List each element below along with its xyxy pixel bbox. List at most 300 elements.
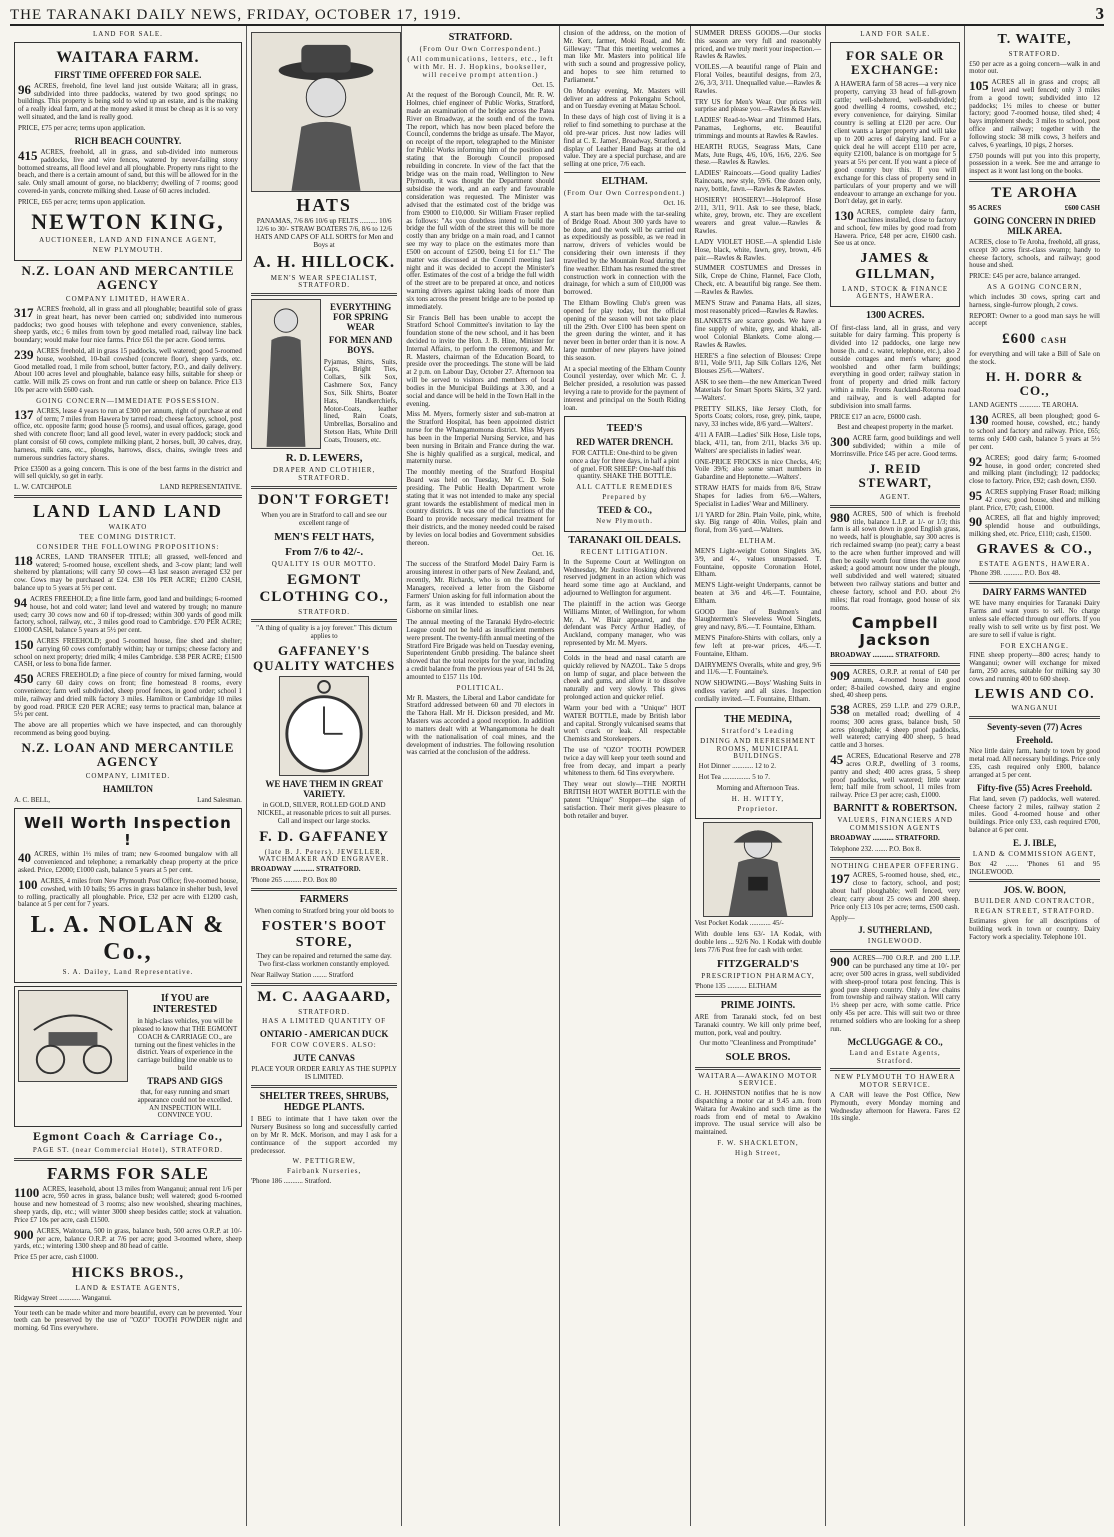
classified-ad: LADIES' Raincoats.—Good quality Ladies' Raincoats, new style, 59/6. One dozen only, navy, bottle, fawn.—Rawles & Rawles. xyxy=(694,169,822,193)
advertiser-subtitle: ESTATE AGENTS, HAWERA. xyxy=(979,559,1091,568)
ad-text: When coming to Stratford bring your old boots to xyxy=(254,907,394,916)
te-aroha-terms xyxy=(969,205,1100,213)
listing xyxy=(14,596,242,635)
ad-subheading: FIRST TIME OFFERED FOR SALE. xyxy=(54,69,202,80)
news-paragraph: In these days of high cost of living it is a relief to find something to purchase at the old pre-war prices. Just now ladies will find at C. E. James', Broadway, Stratford, a display of Leather Hand Bags at the old value. They are a special purchase, and are selling at one price, 7/6 each. xyxy=(563,113,686,169)
listing xyxy=(14,638,242,669)
listing-acreage: 239 xyxy=(14,347,34,362)
advertiser-name: F. D. GAFFANEY xyxy=(259,828,390,845)
classified-ad: BLANKETS are scarce goods. We have a fine supply of white, grey, and khaki, all-wool Colonial Blankets. Come along.—Rawles & Rawles. xyxy=(694,317,822,349)
listing xyxy=(14,306,242,345)
ad-text: Hot Tea ................ 5 to 7. xyxy=(698,773,770,782)
ad-text: A CAR will leave the Post Office, New Plymouth, every Monday morning and Wednesday afternoon for Hawera. Fares £2 10s single. xyxy=(830,1090,961,1123)
news-date: Oct. 16. xyxy=(532,549,555,558)
advertiser-name: L. A. NOLAN & Co., xyxy=(30,912,226,966)
advertiser-name: HICKS BROS., xyxy=(71,1265,185,1282)
listing xyxy=(969,413,1100,452)
ad-text: "A thing of quality is a joy forever." This dictum applies to xyxy=(256,624,393,641)
listing-acreage: 130 xyxy=(969,411,989,427)
listing-text: Of first-class land, all in grass, and very suitable for dairy farming. This property is divided into 12 paddocks, one large new house (h. and c. water, telephone, etc.), also 2 outside cottages and men's whare; good woolshed and other farm buildings; everything in good order; railway station in front of property and dried milk factory within a mile. Fronts Auckland-Rotorua road and railway, and is well adapted for subdivision into small farms. xyxy=(830,323,961,410)
ozo-tooth-powder-notice: Your teeth can be made whiter and more beautiful, every can be prevented. Your teeth can be preserved by the use of "OZO" TOOTH POWDER night and morning. 6d Tins everywhere. xyxy=(14,1308,242,1333)
advertiser-address: BROADWAY ............ STRATFORD. xyxy=(250,865,361,874)
advertiser-subtitle: STRATFORD. xyxy=(298,1007,351,1016)
listing-text: ACRE farm, good buildings and well subdivided; within a mile of Morrinsville. Price £45 per acre. Good terms. xyxy=(830,434,961,458)
medina-ad xyxy=(695,707,822,820)
listing-text: ACRES, all been ploughed; good 6-roomed house, cowshed, etc.; handy to school and factory and railway. Price, £65; terms only £400 cash, balance 5 years at 5½ per cent. xyxy=(969,411,1100,451)
news-paragraph: At a special meeting of the Eltham County Council yesterday, over which Mr. C. J. Belcher presided, a resolution was passed levying a rate to provide for the payment of interest and principal on the South Riding loan. xyxy=(563,364,686,412)
pocket-watch-image xyxy=(280,677,368,775)
listing xyxy=(830,435,960,458)
news-paragraph: Mr R. Masters, the Liberal and Labor candidate for Stratford addressed between 60 and 70 electors in the Tahora Hall. Mr H. Dickson presided, and Mr. Masters was accorded a good reception. In addition to matters dealt with at Whangamomona he dealt with the nationalisation of coal mines, and the development of industries. The following resolution was carried at the conclusion of the address. xyxy=(406,693,555,757)
listing-acreage: 300 xyxy=(830,434,850,450)
ad-heading: WAITARA—AWAKINO MOTOR SERVICE. xyxy=(698,1071,818,1088)
listing xyxy=(14,408,242,463)
listing xyxy=(18,851,238,874)
news-byline: (From Our Own Correspondent.) xyxy=(419,45,542,54)
ad-text: in GOLD, SILVER, ROLLED GOLD AND NICKEL, at reasonable prices to suit all purses. Call and inspect our large stocks. xyxy=(257,801,391,826)
listing xyxy=(830,753,960,800)
listing xyxy=(14,1228,242,1251)
classified-ad: LADIES' Read-to-Wear and Trimmed Hats, Panamas, Leghorns, etc. Beautiful trimmings and mounts at Rawles & Rawles. xyxy=(694,116,822,140)
ad-heading: WAITARA FARM. xyxy=(56,48,200,66)
ad-subheading: MEN'S FELT HATS, xyxy=(274,530,374,543)
listing xyxy=(969,489,1100,512)
classified-ad: MEN'S Light-weight Cotton Singlets 3/6, 3/9, and 4/-, values unsurpassed. T. Fountaine, opposite Coronation Hotel, Eltham. xyxy=(694,546,822,579)
page-number: 3 xyxy=(1095,4,1104,23)
news-paragraph: The Eltham Bowling Club's green was opened for play today, but the official opening of the season will not take place till the 29th. Over £100 has been spent on the green during the winter, and it has never been in better order than it is now. A large number of new players have joined this season. xyxy=(563,299,686,362)
listing-price: PRICE: £45 per acre, balance arranged. xyxy=(969,272,1081,281)
column-eltham-news xyxy=(560,26,691,1526)
ad-subheading: GOING CONCERN—IMMEDIATE POSSESSION. xyxy=(36,396,220,405)
nolan-ad xyxy=(14,808,242,983)
listing-acreage: 980 xyxy=(830,509,850,525)
cash-offer xyxy=(969,331,1100,348)
listing-text: ACRES, O.R.P. at rental of £40 per annum, 4-roomed house in good order; 8-bailed cowshed, dairy and engine shed, 40 sheep pens. xyxy=(830,667,961,700)
listing-acreage: 900 xyxy=(14,1226,34,1242)
advertiser-phone: 'Phone 265 .......... P.O. Box 80 xyxy=(250,876,337,885)
listing-text: ACRES freehold, all in grass and all ploughable; beautiful sole of grass in great heart, has never been carried on; subdivided into numerous paddocks; two good houses with telephone and every convenience, stables, sheep yards, etc.; 6 miles from town by good metalled road, railway line back boundary; would make four nice farms. Price £61 the per acre. Good terms. xyxy=(14,304,242,345)
listing-acreage: 118 xyxy=(14,552,33,568)
listing-text: ACRES, 4 miles from New Plymouth Post Office; five-roomed house, cowshed, with 10 bails; 95 acres in grass balance in shelter bush, level to rolling, practically all ploughable. Price, £32 per acre with £1200 cash, balance at 5 per cent for 7 years. xyxy=(18,876,238,909)
advertiser-subtitle: LAND & ESTATE AGENTS, xyxy=(75,1283,181,1292)
advertiser-address: High Street, xyxy=(735,1148,781,1157)
listing-acreage: 96 xyxy=(18,81,31,97)
advertiser-place: NEW PLYMOUTH. xyxy=(92,246,164,255)
cash-amount: £600 CASH xyxy=(1064,203,1100,212)
advertiser-subtitle: S. A. Dailey, Land Representative. xyxy=(62,967,194,976)
listing-text: Flat land, seven (7) paddocks, well watered. Cheese factory 2 miles, railway station 2 miles. Good 4-roomed house and other buildings. Price only £33, cash required £700, balance at 6 per cent. xyxy=(969,794,1100,834)
listing-text: ACRES, Waitotara, 500 in grass, balance bush, 500 acres O.R.P. at 10/- per acre, balance O.R.P. at 7/6 per acre; good 3-roomed where, sheep yards, etc.; wintering 1300 sheep and 80 head of cattle. xyxy=(14,1226,242,1251)
classified-ad: ONE-PRICE FROCKS in nice Checks, 4/6; Voile 39/6; also some smart numbers in Gabardine and Heptonette.—Walters'. xyxy=(694,457,822,482)
signature-line xyxy=(14,797,242,805)
column-drapery-ads xyxy=(691,26,827,1526)
advertiser-subtitle: COMPANY LIMITED, HAWERA. xyxy=(65,295,190,304)
news-paragraph: The success of the Stratford Model Dairy Farm is arousing interest in other parts of New Zealand, and, recently, Mr. Richards, who is on the Board of Managers, received a letter from the Gisborne Farmers' Union asking for full information about the farm, as it was intended to establish one near Gisborne on similar lines. xyxy=(406,560,555,616)
classified-ad: LADY VIOLET HOSE.—A splendid Lisle Hose, black, white, fawn, grey, brown, 4/6 pair.—Rawles & Rawles. xyxy=(694,237,822,262)
ad-text: REPORT: Owner to a good man says he will accept xyxy=(969,311,1100,328)
listing-acreage: 900 xyxy=(830,954,850,970)
advertiser-name: Egmont Coach & Carriage Co., xyxy=(32,1129,223,1144)
advertiser-place: WANGANUI xyxy=(1011,704,1058,713)
carriage-illustration xyxy=(18,990,128,1082)
classified-ad: VOILES.—A beautiful range of Plain and Floral Voiles, beautiful designs, from 2/3, 2/6, 3/3, 3/11. Unequalled value.—Rawles & Rawles. xyxy=(694,63,822,95)
listing-text: ACRES all in grass and crops; all level and well fenced; only 3 miles from a good town; subdivided into 12 paddocks; 1½ miles to cheese or butter factory; good 7-roomed house, tiled shed; 4 bays implement sheds; 3 miles to school, post office and railway; together with the following stock: 38 milk cows, 3 heifers and calves, 6 yearlings, 10 pigs, 2 horses. xyxy=(969,78,1100,149)
ad-subheading: RED WATER DRENCH. xyxy=(576,436,674,447)
ad-text: Pyjamas, Shirts, Suits, Caps, Bright Ties, Collars, Silk Sox, Cashmere Sox, Fancy Sox, Silk Shirts, Boater Hats, Handkerchiefs, Motor-Coats, leather lined, Rain Coats, Umbrellas, Borsalino and Stetson Hats, White Drill Coats, Trousers, etc. xyxy=(323,357,398,444)
listing-acreage: 197 xyxy=(830,871,850,887)
masthead xyxy=(10,4,1104,26)
ad-heading: TE AROHA xyxy=(991,185,1078,202)
listing-acreage: 909 xyxy=(830,667,850,683)
ad-subheading: Stratford's Leading xyxy=(721,726,795,735)
ad-subheading: DINING AND REFRESHMENT ROOMS, MUNICIPAL BUILDINGS. xyxy=(700,736,816,761)
ad-text: Estimates given for all descriptions of building work in town or country. Dairy Factory work a speciality. Telephone 101. xyxy=(969,917,1100,941)
classified-ad: 4/11 A FAIR—Ladies' Silk Hose, Lisle tops, black, 4/11, tan, from 2/11, blacks 3/6 up. Walters' are specialists in ladies' wear. xyxy=(694,431,822,455)
ad-subheading: TRAPS AND GIGS xyxy=(147,1075,223,1086)
cash-amount: £600 xyxy=(1002,331,1037,348)
listing-acreage: 415 xyxy=(18,147,38,163)
ad-subheading: WAIKATO xyxy=(108,523,148,532)
news-date: Oct. 15. xyxy=(532,80,555,89)
advertiser-subtitle: AUCTIONEER, LAND AND FINANCE AGENT, xyxy=(39,236,217,245)
listing xyxy=(830,669,960,700)
listing xyxy=(18,878,238,909)
ad-text: FOR COW COVERS. ALSO: xyxy=(271,1041,377,1050)
news-paragraph: On Monday evening, Mr. Masters will deliver an address at Pokengahu School, and on Tuesday evening at Matau School. xyxy=(563,86,686,111)
advertiser-name: SOLE BROS. xyxy=(725,1051,791,1064)
ad-heading: GAFFANEY'S QUALITY WATCHES xyxy=(252,643,396,673)
ad-subheading: ONTARIO - AMERICAN DUCK xyxy=(259,1029,389,1040)
advertiser-subtitle: Fairbank Nurseries, xyxy=(287,1167,362,1176)
listing xyxy=(830,511,960,613)
listing-acreage: 450 xyxy=(14,671,34,687)
egmont-coach-ad xyxy=(14,986,242,1128)
listing-text: ACRES freehold, all in grass 15 paddocks, well watered; good 5-roomed house, woolshed, 10-bail cowshed (concrete floor), sheep yards, etc. Good metalled road, 1 mile from school, butter factory, P.O., and daily delivery. About 100 acres level and ploughable, balance easy hills, suitable for sheep or cattle. Will milk 25 cows on front and run cattle or sheep on balance. Price £13 10s per acre with £600 cash. xyxy=(14,347,242,395)
advertiser-place: STRATFORD. xyxy=(1008,49,1061,58)
advertiser-name: TEED & CO., xyxy=(597,504,652,515)
listing-acreage: 100 xyxy=(18,876,38,892)
waitara-farm-ad xyxy=(14,42,242,261)
ad-text: FOR CATTLE: One-third to be given once a day for three days, in half a pint of gruel. FOR SHEEP: One-half this quantity. SHAKE THE BOTTLE. xyxy=(569,448,680,481)
classified-ad: HERE'S a fine selection of Blouses: Crepe 8/11, Voile 9/11, Jap Silk Collars 12/6, Net Blouses 25/6.—Walters'. xyxy=(694,351,822,376)
ad-subheading: ALL CATTLE REMEDIES xyxy=(576,483,674,492)
listing-text: ACRES; good dairy farm; 6-roomed house, in good order; concreted shed and milking plant (including); 12 paddocks; close to factory. Price, £92; cash down, £350. xyxy=(969,453,1100,486)
listing xyxy=(830,872,960,911)
listing-text: Nice little dairy farm, handy to town by good metal road. All necessary buildings. Price only £35, cash required only £800, balance arranged at 5 per cent. xyxy=(969,747,1100,779)
advertiser-name: NEWTON KING, xyxy=(31,208,225,234)
listing xyxy=(830,703,960,750)
ad-text: Prepared by xyxy=(602,493,647,502)
ad-heading: Seventy-seven (77) Acres xyxy=(987,722,1082,733)
classified-ad: MEN'S Pinafore-Shirts with collars, only a few left at pre-war prices, 4/6.—T. Fountaine, Eltham. xyxy=(694,634,822,658)
ad-subheading: FOR MEN AND BOYS. xyxy=(328,335,393,356)
classified-ad: STRAW HATS for maids from 8/6, Straw Shapes for ladies from 6/6.—Walters, Specialist in Ladies' Wear and Millinery. xyxy=(694,484,822,508)
listing-text: ACRES, all flat and highly improved; splendid house and outbuildings, milking shed, etc. Price, £110; cash, £1500. xyxy=(969,514,1100,539)
advertiser-subtitle: LAND & COMMISSION AGENT, xyxy=(972,849,1097,858)
advertiser-name: FOSTER'S BOOT STORE, xyxy=(261,918,387,950)
listing-acreage: 105 xyxy=(969,78,989,94)
listing-text: ACRES, complete dairy farm, machines installed, close to factory and school, few miles by good road from Hawera. Price, £48 per acre, £1600 cash. See us at once. xyxy=(834,208,957,248)
ad-text: Apply— xyxy=(830,913,855,922)
news-paragraph: Miss M. Myers, formerly sister and sub-matron at the Stratford Hospital, has been appointed district nurse for the Whangamomona district. Miss Myers has been in the Imperial Nursing Service, and has been nursing in Britain and France during the war. She is highly qualified as a surgical, medical, and maternity nurse. xyxy=(406,410,555,466)
news-paragraph: In the Supreme Court at Wellington on Wednesday, Mr Justice Hosking delivered reserved judgment in an action which was heard some time ago at Auckland, and adjourned to Wellington for argument. xyxy=(563,557,686,598)
recommendation: The above are all properties which we have inspected, and can thoroughly recommend as being good buying. xyxy=(14,721,242,738)
news-paragraph: clusion of the address, on the motion of Mr. Kerr, farmer, Moki Road, and Mr. Gilleway: "That this meeting welcomes a man like Mr. Masters into political life with such a sound and progressive policy, and hopes to see him returned to Parliament." xyxy=(563,29,686,84)
teeds-drench-ad xyxy=(564,416,686,532)
ad-text: £750 pounds will put you into this property, possession in a week. See me and arrange to inspect as it wont last long on the books. xyxy=(969,151,1100,176)
listing-price: PRICE £17 an acre, £6000 cash. xyxy=(830,412,921,421)
ad-motto: QUALITY IS OUR MOTTO. xyxy=(271,560,377,569)
agent-title: Land Salesman. xyxy=(197,795,242,804)
news-heading: TARANAKI OIL DEALS. xyxy=(568,534,681,546)
classified-ad: ASK to see them—the new American Tweed Materials for Smart Sports Skirts, 3/2 yard.—Walters'. xyxy=(694,378,822,402)
listing-acreage: 317 xyxy=(14,304,34,320)
ad-text: Best and cheapest property in the market. xyxy=(837,423,954,432)
listing-text: ACRES supplying Fraser Road; milking 42 cows; good house, shed and milking plant. Price, £70; cash, £1000. xyxy=(969,487,1100,512)
classified-ad: SUMMER DRESS GOODS.—Our stocks this season are very full and reasonably priced, and we truly merit your inspection.—Rawles & Rawles. xyxy=(694,29,822,61)
listing-text: ACRES FREEHOLD; a fine piece of country for mixed farming, would carry 60 dairy cows on front; fine homestead 8 rooms, every convenience; farm well subdivided, sheep proof fences, in good order; school 1 mile, railway and dried milk factory 3 miles. Hamilton or Cambridge 10 miles by good road. PRICE £20 PER ACRE; easy terms to practical man, balance at 5½ per cent. xyxy=(14,671,242,719)
listing-acreage: 137 xyxy=(14,406,34,422)
ad-subheading: JUTE CANVAS xyxy=(293,1053,355,1064)
ad-heading: DON'T FORGET! xyxy=(257,492,391,509)
classified-ad: MEN'S Light-weight Underpants, cannot be beaten at 3/6 and 4/6.—T. Fountaine, Eltham. xyxy=(694,581,822,605)
column-shop-ads xyxy=(247,26,402,1526)
ad-subheading: CONSIDER THE FOLLOWING PROPOSITIONS: xyxy=(36,542,220,551)
listing-price: PRICE, £65 per acre; terms upon application. xyxy=(18,197,146,206)
ad-subheading: RICH BEACH COUNTRY. xyxy=(74,135,182,146)
advertiser-name: R. D. LEWERS, xyxy=(285,452,363,465)
advertiser-place: HAMILTON xyxy=(102,783,153,794)
ad-heading: TEED'S xyxy=(606,422,643,434)
ad-heading: Well Worth Inspection ! xyxy=(24,813,232,849)
column-land-ads-right xyxy=(965,26,1104,1526)
advertiser-name: T. WAITE, xyxy=(997,32,1072,47)
advertiser-subtitle: COMPANY, LIMITED. xyxy=(85,772,171,781)
advertiser-address: Ridgway Street ............ Wanganui. xyxy=(14,1293,112,1302)
advertiser-name: BARNITT & ROBERTSON. xyxy=(833,803,957,815)
ad-heading: N.Z. LOAN AND MERCANTILE AGENCY xyxy=(21,739,235,770)
ad-text: in high-class vehicles, you will be pleased to know that THE EGMONT COACH & CARRIAGE CO., are turning out the finest vehicles in the district. Years of experience in the carriage building line enable us to build xyxy=(132,1017,238,1073)
listing-acreage: 1100 xyxy=(14,1184,40,1200)
ad-subheading: Freehold. xyxy=(1016,735,1053,746)
advertiser-name: JAMES & GILLMAN, xyxy=(855,251,936,282)
classified-ad: MEN'S Straw and Panama Hats, all sizes, most reasonably priced—Rawles & Rawles. xyxy=(694,298,822,315)
advertiser-name: JOS. W. BOON, xyxy=(1003,885,1066,896)
classified-ad: PRETTY SILKS, like Jersey Cloth, for Sports Coats; colors, rose, grey, pink, taupe, navy, 33 inches wide, 8/6 yard.—Walters'. xyxy=(694,404,822,429)
advertiser-name: F. W. SHACKLETON, xyxy=(717,1139,799,1148)
ad-text: Hot Dinner ............ 12 to 2. xyxy=(698,762,777,771)
section-label: LAND FOR SALE. xyxy=(93,30,163,38)
ad-text: HAS A LIMITED QUANTITY OF xyxy=(262,1017,387,1026)
ad-text: C. H. JOHNSTON notifies that he is now dispatching a motor car at 9.45 a.m. from Waitara for Awakino and such time as the roads from end of metal to Awakino improve. The usual service will also be maintained. xyxy=(694,1089,822,1137)
advertiser-name: EGMONT CLOTHING CO., xyxy=(259,572,389,605)
advertiser-phone: Telephone 232. ....... P.O. Box 8. xyxy=(830,844,922,853)
advertiser-subtitle: MEN'S WEAR SPECIALIST, STRATFORD. xyxy=(270,273,378,290)
listing-text: ACRES, within 1½ miles of tram; new 6-roomed bungalow with all convenienced and telephone; a remarkably cheap property at the price asked. Price, £2000; £1000 cash, balance 5 years at 5 per cent. xyxy=(18,850,238,875)
woman-with-camera-illustration xyxy=(703,822,813,917)
listing-acreage: 130 xyxy=(834,208,854,224)
listing-price: Price £5 per acre, cash £1000. xyxy=(14,1253,99,1262)
ad-heading: FOR SALE OR EXCHANGE: xyxy=(845,47,945,78)
news-heading: STRATFORD. xyxy=(448,32,513,43)
advertiser-phone: 'Phone 135 ........... ELTHAM xyxy=(694,981,777,990)
advertiser-subtitle: PAGE ST. (near Commercial Hotel), STRATFORD. xyxy=(32,1145,224,1154)
column-land-ads-left xyxy=(10,26,247,1526)
news-paragraph: The monthly meeting of the Stratford Hospital Board was held on Tuesday, Mr C. D. Sole presiding. The Public Health Department wrote stating that it was not intended to make any special grant towards the establishment of medical men in country districts. It was one of the functions of the Board to provide necessary medical treatment for their districts, and the money needed could be raised by levies on local bodies and Government subsidies thereon. xyxy=(406,468,555,547)
advertiser-name: FITZGERALD'S xyxy=(716,957,799,970)
ad-text: ARE from Taranaki stock, fed on best Taranaki country. We kill only prime beef, mutton, pork, veal and poultry. xyxy=(694,1012,822,1037)
listing-acreage: 90 xyxy=(969,514,983,530)
ad-heading: 1300 ACRES. xyxy=(865,310,925,322)
advertiser-subtitle: (late B. J. Peters). JEWELLER, WATCHMAKER AND ENGRAVER. xyxy=(258,847,390,864)
advertiser-place: INGLEWOOD. xyxy=(867,937,923,946)
acreage: 95 ACRES xyxy=(969,203,1002,212)
listing xyxy=(14,348,242,395)
news-paragraph: A start has been made with the tar-sealing of Bridge Road. About 300 yards have to be done, and the work will be carried out as expeditiously as possible, as we read in narrow, drivers of vehicles would be considering their own interests if they travelled by the Mountain Road during the fine weather. Eltham has resumed the street construction work in connection with the drainage, for which a sum of £10,000 was borrowed. xyxy=(563,209,686,297)
ad-text: which includes 30 cows, spring cart and harness, single-furrow plough, 2 cows. xyxy=(969,292,1100,309)
news-byline: (From Our Own Correspondent.) xyxy=(563,189,686,198)
ad-text: Morning and Afternoon Teas. xyxy=(716,783,800,792)
ad-text: Vest Pocket Kodak ............ 45/- xyxy=(694,919,784,928)
nazol-notice: Colds in the head and nasal catarrh are quickly relieved by NAZOL. Take 5 drops on lump of sugar, and place between the cheek and gums, and allow it to dissolve naturally and very slowly. This gives prolonged action and quicker relief. xyxy=(563,653,686,702)
listing xyxy=(18,83,238,122)
listing-text: ACRES FREEHOLD; a fine little farm, good land and buildings; 6-roomed house, hot and cold water; land level and watered by trough; no manure used; carry 30 cows now and 60 if top-dressed; within 300 yards of good milk factory, school, railway, etc., 3 miles good road to Cambridge. £70 PER ACRE; £1000 CASH, balance 5 years at 5½ per cent. xyxy=(14,594,242,635)
classified-ad: SUMMER COSTUMES and Dresses in Silk, Crepe de Chine, Flannel, Face Cloth, Check, etc. A beautiful big range. See them.—Rawles & Rawles. xyxy=(694,264,822,296)
ad-heading: NEW PLYMOUTH TO HAWERA MOTOR SERVICE. xyxy=(834,1073,956,1090)
classified-ad: DAIRYMEN'S Overalls, white and grey, 9/6 and 11/6.—T. Fountaine's. xyxy=(694,660,822,677)
ad-heading: HATS xyxy=(296,195,352,215)
man-in-hat-illustration xyxy=(251,32,401,192)
ad-heading: N.Z. LOAN AND MERCANTILE AGENCY xyxy=(21,262,235,293)
classified-ad: 1/1 YARD for 28in. Plain Voile, pink, white, sky. Big range of 40in. Voiles, plain and floral, from 3/6 yard.—Walters. xyxy=(694,510,822,535)
listing-text: ACRES, lease 4 years to run at £300 per annum, right of purchase at end of term; 7 miles from Hawera by tarred road; cheese factory, school, post office, etc. opposite farm; good house (5 rooms), and usual offices, garage, good shed with concrete floor; land all good level, water in every paddock; stock and plant consist of 60 cows, complete milking plant, 2 horses, bull, 30 calves, dray, harness, milk cans, etc., ploughs, harrows, discs, chains, swingle trees and numerous sundries factory shares. xyxy=(14,406,242,462)
ad-subheading: TEE COMING DISTRICT. xyxy=(79,533,177,542)
advertiser-place: New Plymouth. xyxy=(596,516,654,525)
ad-text: Our motto "Cleanliness and Promptitude" xyxy=(699,1039,817,1048)
advertiser-subtitle: STRATFORD. xyxy=(298,607,351,616)
ad-heading: SHELTER TREES, SHRUBS, HEDGE PLANTS. xyxy=(259,1090,389,1114)
advertiser-phone: Box 42 ....... 'Phones 61 and 95 INGLEWOOD. xyxy=(969,859,1100,876)
listing-text: ACRES, freehold, all in grass, and sub-divided into numerous paddocks, live and wire fences, watered by never-failing stony bottomed streams, all flood level and all ploughable. Property runs right to the beach, and there is a certain amount of sand, but this will be allowed for in the sale. Only small amount of gorse, no blackberry; dwelling of 7 rooms; good covered-in yards, concrete milking shed. Lease of 60 acres included. xyxy=(18,147,238,195)
listing xyxy=(14,554,242,593)
listing xyxy=(18,149,238,196)
news-paragraph: Sir Francis Bell has been unable to accept the Stratford School Committee's invitation to lay the foundation stone of the new school, and it has been decided to invite the Hon. J. B. Hine, Minister for Internal Affairs, to perform the ceremony, and Mr. R. Masters, chairman of the Education Board, to preside over the proceedings. The stone will be laid at 2 p.m. on Labour Day, October 27. Afternoon tea will be served to visitors and members of local bodies in the Municipal Buildings at 3.30, and a social and dance will be held in the Town Hall in the evening. xyxy=(406,313,555,408)
ad-heading: DAIRY FARMS WANTED xyxy=(982,587,1087,598)
advertiser-name: McCLUGGAGE & CO., xyxy=(847,1036,943,1047)
masthead-title: THE TARANAKI DAILY NEWS, FRIDAY, OCTOBER 17, 1919. xyxy=(10,7,462,23)
ad-heading: THE MEDINA, xyxy=(724,713,792,725)
advertiser-subtitle: Land and Estate Agents, Stratford. xyxy=(849,1048,941,1065)
advertiser-subtitle: DRAPER AND CLOTHIER, STRATFORD. xyxy=(272,466,376,483)
signature-line xyxy=(14,484,242,492)
news-paragraph: The plaintiff in the action was George Williams Minter, of Wellington, for whom Mr. A. W. Blair appeared, and the defendant was Percy Arthur Hadley, of Auckland, company manager, who was represented by Mr. M. Myers. xyxy=(563,599,686,648)
ad-text: WE have many enquiries for Taranaki Dairy Farms and want yours to sell. No charge unless sale effected through our efforts. If you really wish to sell write us by first post. We are sure to sell if value is right. xyxy=(969,599,1100,639)
advertiser-title: AGENT. xyxy=(879,492,911,501)
listing-acreage: 538 xyxy=(830,702,850,718)
listing xyxy=(830,955,960,1033)
listing-acreage: 40 xyxy=(18,850,31,866)
column-stratford-news xyxy=(402,26,559,1526)
listing-acreage: 45 xyxy=(830,752,844,768)
ad-text: for everything and will take a Bill of Sale on the stock. xyxy=(969,349,1100,366)
classified-ad: GOOD line of Bushmen's and Slaughtermen's Sleeveless Wool Singlets, grey and navy, 8/6.—T. Fountaine, Eltham. xyxy=(694,607,822,632)
listing-text: ACRES, 259 L.I.P. and 279 O.R.P., on metalled road; dwelling of 4 rooms; 300 acres grass, balance bush, 50 acres ploughable; 4 sheep proof paddocks, well watered; carrying 400 sheep, 5 head cattle and 3 horses. xyxy=(830,702,961,750)
news-paragraph: At the request of the Borough Council, Mr. R. W. Holmes, chief engineer of Public Works, Stratford, made an examination of the bridge across the Patea River on Broadway, at the south end of the town. The report, which has now been placed before the Council, condemns the bridge as unsafe. The Mayor, on receipt of the report, telegraphed to the Minister for Public Works informing him of the position and stating that the Borough Council proposed rebuilding in concrete. In view of the fact that the bridge was on the main road, Wellington to New Plymouth, it was thought the Department should subsidise the work, and an early and favourable consideration was requested. The Minister was advised that the estimated cost of the bridge was from £9000 to £10,000. Sir William Fraser replied as follows: "As you doubtless intend to build the bridge the full width of the street this will be more costly than any bridge on a main road, and I cannot see my way to place on the estimates more than £500 on account of £2500, being £1 for £1." The matter was discussed at the Council meeting last night and it was decided to accept the Minister's offer. Estimates of the cost of a bridge the full width of the street are to be prepared at once, and notices warning drivers against taking loads of more than six tons across the present bridge are to be posted up immediately. xyxy=(406,91,555,311)
section-label: ELTHAM. xyxy=(739,537,777,546)
ad-heading: Fifty-five (55) Acres Freehold. xyxy=(977,782,1093,793)
hot-water-bottle-notice: Warm your bed with a "Unique" HOT WATER BOTTLE, made by British labor and capital. Strongly vulcanised seams that won't crack or leak. All respectable Chemists and Storekeepers. xyxy=(563,703,686,744)
advertiser-name: GRAVES & CO., xyxy=(976,541,1093,557)
pocket-watch-illustration xyxy=(279,676,369,776)
lewers-ad xyxy=(251,299,397,449)
listing xyxy=(834,209,956,248)
ad-heading: EVERYTHING FOR SPRING WEAR xyxy=(330,302,392,333)
ad-text: They can be repaired and returned the same day. Two first-class workmen constantly employed. xyxy=(256,952,392,969)
advertiser-name: Campbell Jackson xyxy=(851,614,939,650)
ad-heading: NOTHING CHEAPER OFFERING. xyxy=(831,861,960,870)
news-paragraph: The annual meeting of the Taranaki Hydro-electric League could not be held as insufficient members were present. The twenty-fifth annual meeting of the Stratford Fire Brigade was held on Tuesday evening, Superintendent Grubb presiding. The balance sheet showed that the total receipts for the year, including a credit balance from the previous year of £41 9s 2d, amounted to £157 11s 10d. xyxy=(406,618,555,681)
advertiser-subtitle: LAND, STOCK & FINANCE AGENTS, HAWERA. xyxy=(842,284,949,301)
advertiser-subtitle: PRESCRIPTION PHARMACY, xyxy=(701,972,815,981)
agent-name: L. W. CATCHPOLE xyxy=(14,483,72,492)
ad-subheading: From 7/6 to 42/-. xyxy=(285,545,364,558)
advertiser-address: BROADWAY ............ STRATFORD. xyxy=(830,833,940,842)
news-date: Oct. 16. xyxy=(663,199,686,208)
listing xyxy=(969,455,1100,486)
ad-text: With double lens 63/- 1A Kodak, with double lens ... 92/6 No. 1 Kodak with double lens 77/6 Post free for cash with order. xyxy=(694,930,822,954)
hot-water-bottle-notice: They wear out slowly—THE NORTH BRITISH HOT WATER BOTTLE with the patent "Unique" Stopper—the sign of satisfaction. Their merit gives pleasure to both retailer and buyer. xyxy=(563,780,686,820)
ad-text: PLACE YOUR ORDER EARLY AS THE SUPPLY IS LIMITED. xyxy=(251,1065,397,1082)
gentleman-illustration xyxy=(251,299,321,449)
gentleman-image xyxy=(252,300,320,448)
ad-heading: FARMS FOR SALE xyxy=(46,1163,209,1183)
news-note: (All communications, letters, etc., left with Mr. H. J. Hopkins, bookseller, will receive prompt attention.) xyxy=(407,55,554,79)
advertiser-title: Proprietor. xyxy=(737,804,779,813)
listing xyxy=(969,515,1100,538)
listing-price: £50 per acre as a going concern—walk in and motor out. xyxy=(969,59,1100,76)
man-in-hat-image xyxy=(252,33,400,191)
agent-title: LAND REPRESENTATIVE. xyxy=(160,483,242,492)
classified-ad: TRY US for Men's Wear. Our prices will surprise and please you.—Rawles & Rawles. xyxy=(694,97,822,114)
listing-acreage: 92 xyxy=(969,453,983,469)
classified-ad: HOSIERY! HOSIERY!—Holeproof Hose 2/11, 3/11, 9/11. Ask to see these, black, white, grey, brown, etc. They are excellent wearers and great value.—Rawles & Rawles. xyxy=(694,195,822,236)
advertiser-name: A. H. HILLOCK. xyxy=(253,252,396,272)
section-label: LAND FOR SALE. xyxy=(860,30,931,38)
advertiser-subtitle: BUILDER AND CONTRACTOR, xyxy=(974,897,1095,906)
listing-text: A HAWERA farm of 58 acres—a very nice property, carrying 33 head of full-grown cattle; well-sheltered, well-subdivided; good dwelling 4 rooms, cowshed, etc.; every convenience, for dairying. Similar country is selling at £120 per acre. Our client wants a larger property and will take up to 200 acres of dairying land. For a quick deal he will accept £110 per acre, equity £2100, balance is on mortgage for 5 years at 5½ per cent. If you want a piece of good country buy this. If you will exchange for this class of property send in particulars of your property and we will endeavour to arrange an exchange for you. Don't delay, get in early. xyxy=(834,79,957,206)
cash-label: CASH xyxy=(1040,336,1068,346)
classified-ad: NOW SHOWING.—Boys' Washing Suits in endless variety and all sizes. Inspection cordially invited.—T. Fountaine, Eltham. xyxy=(694,679,822,703)
listing-text: ACRES, freehold, fine level land just outside Waitara; all in grass, subdivided into three paddocks, watered by two good springs; no buildings. This property is being sold to wind up an estate, and is the making of a really ideal farm, and at the money asked it must be cheap as it is so very well situated, and the land is really good. xyxy=(18,81,238,122)
james-gillman-ad xyxy=(830,42,960,307)
news-subheading: POLITICAL. xyxy=(456,683,505,692)
ad-heading: If YOU are INTERESTED xyxy=(152,992,218,1015)
listing-acreage: 95 xyxy=(969,487,983,503)
listing-text: ACRES FREEHOLD; good 5-roomed house, fine shed and shelter; carrying 60 cows comfortably within; hay or turnips; cheese factory and school on next property; dried milk; 4 miles Cambridge. £38 PER ACRE; £1500 CASH, or less to bona fide farmer. xyxy=(14,637,242,669)
ad-heading: PRIME JOINTS. xyxy=(720,999,796,1011)
ad-text: FINE sheep property—800 acres; handy to Wanganui; owner will exchange for mixed farm, 250 acres, suitable for milking say 30 cows and running 400 to 600 sheep. xyxy=(969,651,1100,683)
advertiser-name: W. PETTIGREW, xyxy=(292,1157,356,1166)
ad-subheading: GOING CONCERN IN DRIED MILK AREA. xyxy=(973,215,1096,236)
ad-heading: FARMERS xyxy=(299,893,349,905)
listing-price: Price £3500 as a going concern. This is one of the best farms in the district and will sell quickly, so get in early. xyxy=(14,464,242,481)
advertiser-phone: 'Phone 398. ........... P.O. Box 48. xyxy=(969,569,1061,578)
advertiser-address: Near Railway Station ........ Stratford xyxy=(250,970,354,979)
advertiser-subtitle: VALUERS, FINANCIERS AND COMMISSION AGENTS xyxy=(837,816,953,833)
advertiser-name: LEWIS AND CO. xyxy=(974,686,1095,702)
advertiser-name: J. SUTHERLAND, xyxy=(858,925,933,936)
advertiser-address: REGAN STREET, STRATFORD. xyxy=(974,907,1095,916)
